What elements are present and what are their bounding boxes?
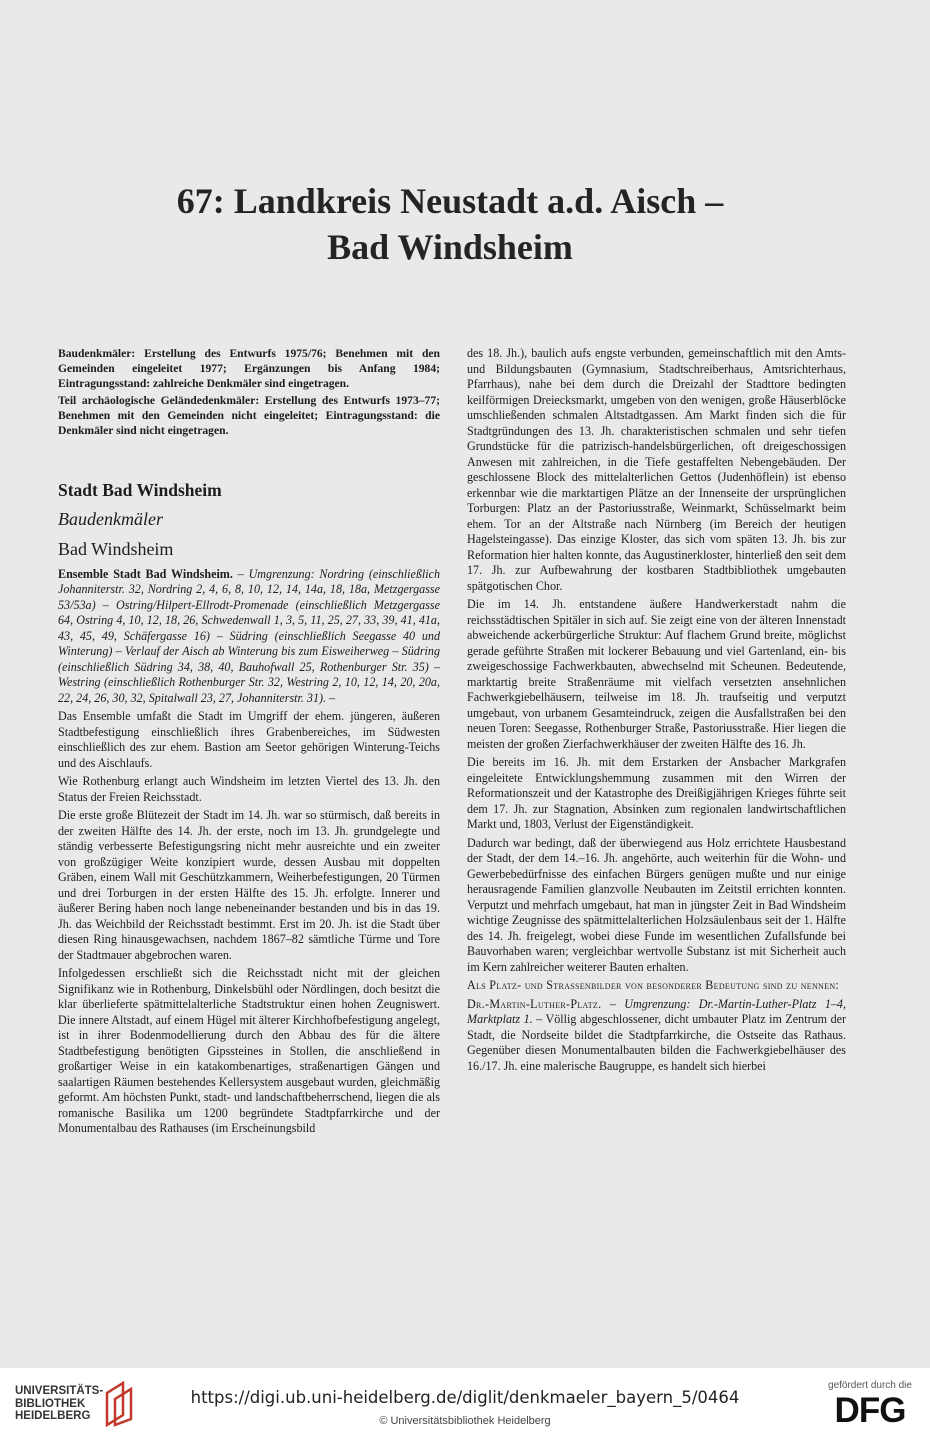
left-paragraph-1: Das Ensemble umfaßt die Stadt im Umgriff der ehem. jüngeren, äußeren Stadtbefestigung einschließlich ihres Grabenbereiches, im Südwesten einschließlich des zur ehem. Bastion am Seetor gehörigen Winterung-Teichs und des Aischlaufs.: [58, 709, 440, 770]
left-paragraph-3: Die erste große Blütezeit der Stadt im 14. Jh. war so stürmisch, daß bereits in der zweiten Hälfte des 14. Jh. der erste, noch im 13. Jh. grundgelegte und ständig verbesserte Befestigungsring nicht mehr ausreichte und ein zweiter von großzügiger Weite konzipiert wurde, dessen Ausbau mit doppelten Gräben, einem Wall mit Geschützkammern, Weiherbefestigungen, 20 Türmen und drei Torburgen in der ersten Hälfte des 15. Jh. erfolgte. Innerer und äußerer Bering haben noch lange nebeneinander bestanden und bis in das 19. Jh. das Weichbild der Reichsstadt bestimmt. Erst im 20. Jh. ist die Stadt über diesen Ring hinausgewachsen, nachdem 1867–82 sämtliche Türme und Tore der Stadtmauer abgebrochen waren.: [58, 808, 440, 962]
left-column: [58, 347, 440, 1140]
intro-baudenkmaeler: Baudenkmäler: Erstellung des Entwurfs 1975/76; Benehmen mit den Gemeinden eingeleitet 1977; Ergänzungen bis Anfang 1984; Eintragungsstand: zahlreiche Denkmäler sind eingetragen.: [58, 347, 440, 390]
ensemble-label: Ensemble Stadt Bad Windsheim.: [58, 566, 233, 581]
page-title: [0, 178, 900, 270]
right-paragraph-2: Die im 14. Jh. entstandene äußere Handwerkerstadt nahm die reichsstädtischen Spitäler in sich auf. Sie zeigt eine von der älteren Innenstadt abweichende ackerbürgerliche Struktur: Auf flachem Grund breite, möglichst gerade geführte Straßen mit lockerer Bebauung und viel Gartenland, ein- bis zweigeschossige Fachwerkbauten, abwechselnd mit Scheunen. Bedeutende, marktartig breite Straßenräume mit vielfach versetzten ansehnlichen Fachwerkgiebelhäusern, teilweise im 18. Jh. traufseitig und verputzt umgebaut, von urbanem Gesamteindruck, zeigen die Ausfallstraßen bei den neuen Toren: Seegasse, Rothenburger Straße, Pastoriusstraße. Hier liegen die meisten der großen Zierfachwerkhäuser der zweiten Hälfte des 16. Jh.: [467, 597, 846, 751]
left-paragraph-2: Wie Rothenburg erlangt auch Windsheim im letzten Viertel des 13. Jh. den Status der Freien Reichsstadt.: [58, 774, 440, 804]
intro-archaeologie: Teil archäologische Geländedenkmäler: Erstellung des Entwurfs 1973–77; Benehmen mit den Gemeinden nicht eingeleitet; Eintragungsstand: die Denkmäler sind nicht eingetragen.: [58, 394, 440, 437]
title-line-1: 67: Landkreis Neustadt a.d. Aisch –: [176, 181, 724, 221]
ensemble-paragraph: [58, 567, 440, 707]
copyright-notice: © Universitätsbibliothek Heidelberg: [379, 1415, 551, 1427]
right-paragraph-4: Dadurch war bedingt, daß der überwiegend aus Holz errichtete Hausbestand der Stadt, der dem 14.–16. Jh. angehörte, auch weiterhin für die Wohn- und Gewerbebedürfnisse des einfachen Bürgers genügen mußte und nur einige herausragende Familien glanzvolle Neubauten im Zeitstil errichten konnten. Verputzt und mehrfach umgebaut, hat man in jüngster Zeit in Bad Windsheim wichtige Zeugnisse des spätmittelalterlichen Holzsäulenbaus seit der 1. Hälfte des 14. Jh. freigelegt, wobei diese Funde im wesentlichen Zufallsfunde bei Bauvorhaben waren; vergleichbar wertvolle Substanz ist mit Sicherheit auch im Kern zahlreicher weiterer Bauten erhalten.: [467, 835, 846, 974]
section-title: Stadt Bad Windsheim: [58, 479, 222, 500]
library-name-line-1: UNIVERSITÄTS-: [15, 1385, 104, 1397]
library-name-line-3: HEIDELBERG: [15, 1410, 91, 1422]
funder-logo[interactable]: [820, 1380, 920, 1431]
right-column: [467, 346, 846, 1077]
title-line-2: Bad Windsheim: [327, 227, 573, 267]
viewer-footer: [0, 1368, 930, 1440]
ensemble-dash: –: [232, 566, 249, 581]
ensemble-boundary: Umgrenzung: Nordring (einschließlich Johanniterstr. 32, Nordring 2, 4, 6, 8, 10, 12, 14, 14a, 18, 18a, Metzgergasse 53/53a) – Ostring/Hilpert-Ellrodt-Promenade (einschließlich Metzgergasse 64, Ostring 4, 10, 12, 18, 26, Schwedenwall 1, 3, 5, 11, 25, 27, 33, 39, 41, 41a, 43, 45, 49, Schäfergasse 16) – Südring (einschließlich Seegasse 40 und Winterung) – Verlauf der Aisch ab Winterung bis zum Eisweiherweg – Südring (einschließlich Südring 34, 38, 40, Bauhofwall 25, Rothenburger Str. 35) – Westring (einschließlich Rothenburger Str. 32, Westring 2, 10, 12, 14, 20, 20a, 22, 24, 26, 30, 32, Spitalwall 23, 27, Johanniterstr. 31).: [58, 566, 441, 705]
section-place: Bad Windsheim: [58, 538, 174, 559]
right-paragraph-luther-platz: [467, 997, 846, 1075]
luther-platz-dash: –: [601, 996, 625, 1011]
luther-platz-boundary: Umgrenzung: Dr.-Martin-Luther-Platz 1–4, Marktplatz 1.: [467, 996, 846, 1026]
right-paragraph-3: Die bereits im 16. Jh. mit dem Erstarken der Ansbacher Markgrafen eingeleitete Entwicklungshemmung zusammen mit den Wirren der Reformationszeit und der Katastrophe des Dreißigjährigen Krieges führte seit dem 17. Jh. zur Stagnation, Absinken zum regionalen landwirtschaftlichen Markt und, 1803, Verlust der Eigenständigkeit.: [467, 755, 846, 831]
ensemble-end: –: [326, 690, 336, 705]
right-heading-platzbilder: Als Platz- und Strassenbilder von besonderer Bedeutung sind zu nennen:: [467, 978, 840, 992]
luther-platz-label: Dr.-Martin-Luther-Platz.: [467, 996, 602, 1011]
permalink-url[interactable]: https://digi.ub.uni-heidelberg.de/diglit/denkmaeler_bayern_5/0464: [190, 1388, 740, 1407]
funded-by-label: gefördert durch die: [828, 1380, 912, 1391]
dfg-logo-text: DFG: [834, 1391, 906, 1430]
intro-block: [58, 347, 440, 439]
right-paragraph-1: des 18. Jh.), baulich aufs engste verbunden, gemeinschaftlich mit den Amts- und Bildungsbauten (Gymnasium, Stadtschreiberhaus, Amtsrichterhaus, Pfarrhaus), nahe bei dem durch die Dreizahl der Stadttore bedingten keilförmigen Dreiecksmarkt, umgeben von den wenigen, große Häuserblöcke umschließenden schmalen Altstadtgassen. Am Markt finden sich die für Stadtgründungen des 13. Jh. charakteristischen schmalen und sehr tiefen Grundstücke für die patrizisch-handelsbürgerlichen, oft dreigeschossigen Anwesen mit zahlreichen, in die Tiefe gestaffelten Nebengebäuden. Der geschlossene Block des mittelalterlichen Gettos (Judenhöflein) ist ebenso erkennbar wie die marktartigen Plätze an der Innenseite der ursprünglichen Torburgen: Platz an der Pastoriusstraße, Weinmarkt, Schüsselmarkt beim ehem. Tor an der Altstraße nach Nürnberg (im Bereich der heutigen Hagelsteingasse). Das einzige Kloster, das sich vom späten 13. Jh. bis zur Reformation hier halten konnte, das Augustinerkloster, hinterließ den seit dem 17. Jh. zur Aufbewahrung der kostbaren Stadtbibliothek umgebauten spätgotischen Chor.: [467, 346, 846, 593]
luther-platz-text: – Völlig abgeschlossener, dicht umbauter Platz im Zentrum der Stadt, die Nordseite bildet die Stadtpfarrkirche, die Ostseite das Rathaus. Gegenüber diesen Monumentalbauten bilden die Fachwerkgiebelhäuser des 16./17. Jh. eine malerische Baugruppe, es handelt sich hierbei: [467, 1012, 847, 1073]
left-paragraph-4: Infolgedessen erschließt sich die Reichsstadt nicht mit der gleichen Signifikanz wie in Rothenburg, Dinkelsbühl oder Nördlingen, doch besitzt die klar überlieferte spätmittelalterliche Stadtstruktur einen hohen Zeugniswert. Die innere Altstadt, auf einem Hügel mit älterer Kirchhofbefestigung angelegt, ist in ihrer Bodenmodellierung durch den Abbau des für die ältere Stadtbefestigung benötigten Gipssteines in Stollen, die anschließend in großartiger Weise in ein katakombenartiges, straßenartigen Gängen und saalartigen Räumen bestehendes Kellersystem ausgebaut wurden, gleichmäßig geformt. Am höchsten Punkt, stadt- und landschaftbeherrschend, liegen die als romanische Basilika um 1200 begründete Stadtpfarrkirche und der Monumentalbau des Rathauses (im Erscheinungsbild: [58, 966, 440, 1136]
section-subtitle: Baudenkmäler: [58, 508, 163, 529]
library-name-line-2: BIBLIOTHEK: [15, 1397, 86, 1410]
